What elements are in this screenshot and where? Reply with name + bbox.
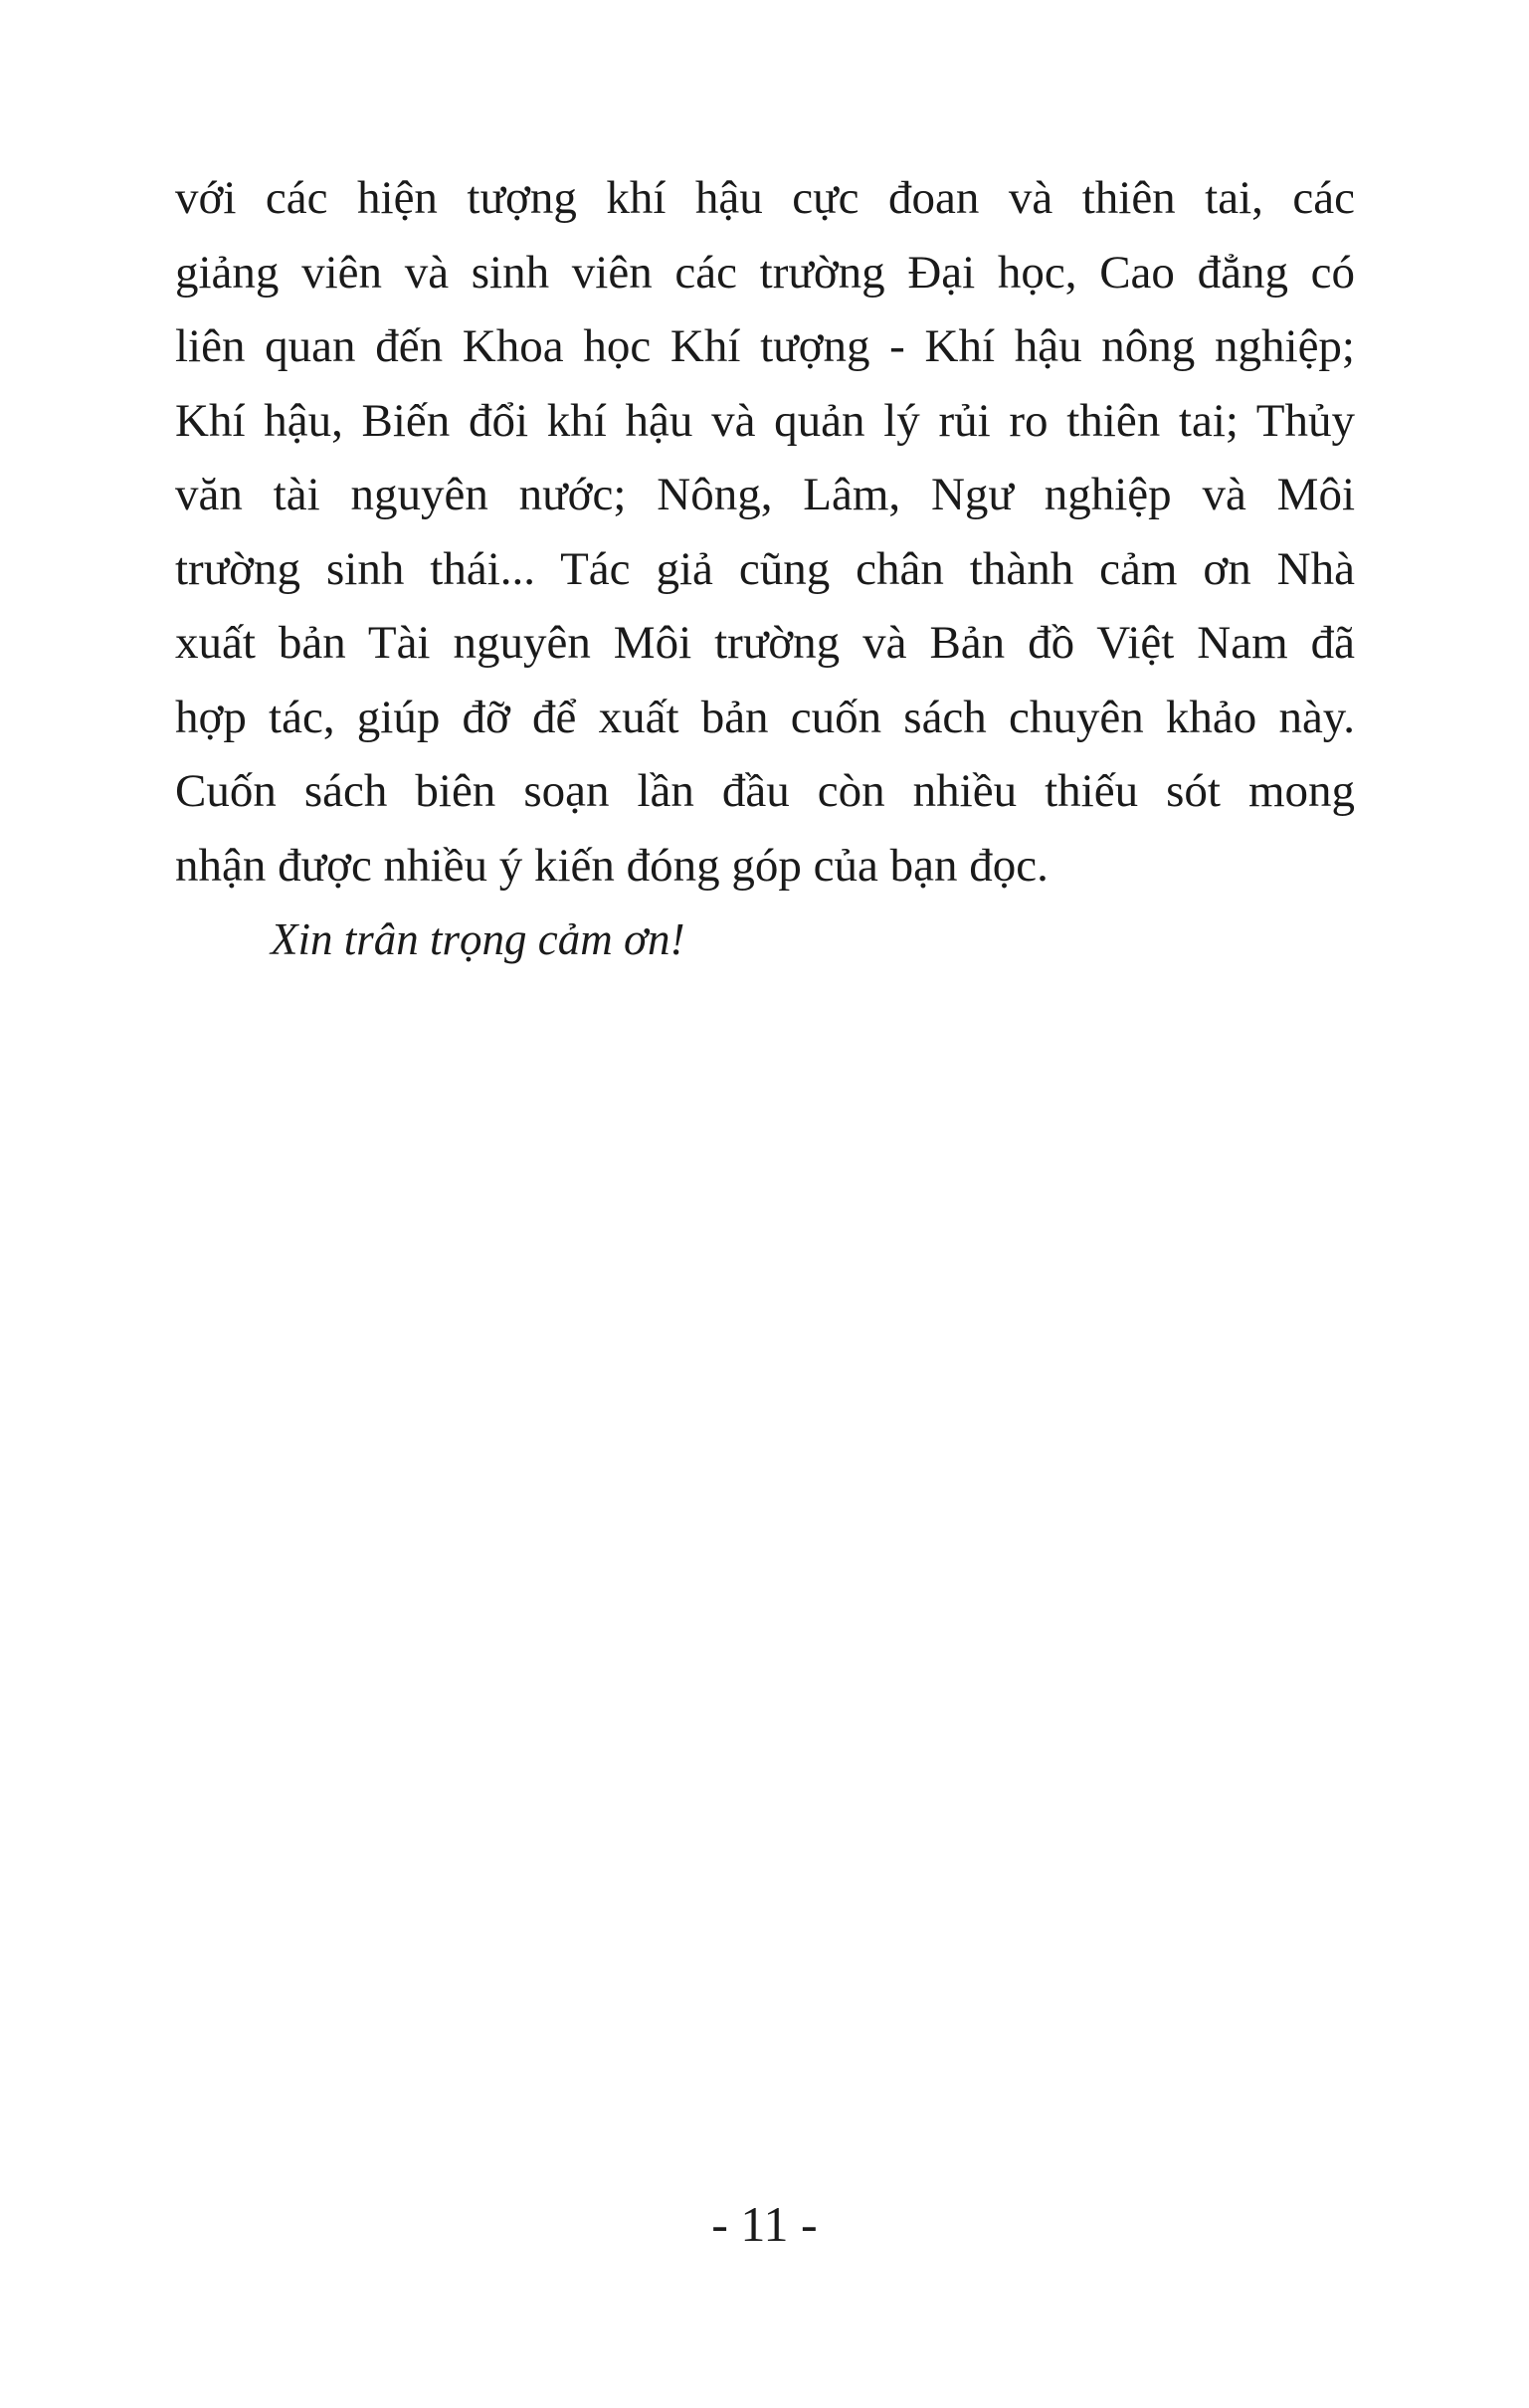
text-line: liên quan đến Khoa học Khí tượng - Khí hậu nông nghiệp; <box>175 320 1355 372</box>
text-line: Khí hậu, Biến đổi khí hậu và quản lý rủi ro thiên tai; Thủy <box>175 394 1355 447</box>
text-line: Cuốn sách biên soạn lần đầu còn nhiều thiếu sót mong <box>175 765 1355 817</box>
text-line: văn tài nguyên nước; Nông, Lâm, Ngư nghiệp và Môi <box>175 469 1355 520</box>
body-paragraph <box>175 161 1355 977</box>
text-line: hợp tác, giúp đỡ để xuất bản cuốn sách chuyên khảo này. <box>175 691 1355 743</box>
page-number: - 11 - <box>711 2196 818 2252</box>
text-line: trường sinh thái... Tác giả cũng chân thành cảm ơn Nhà <box>175 542 1355 595</box>
text-line: với các hiện tượng khí hậu cực đoan và thiên tai, các <box>175 172 1355 224</box>
text-line: nhận được nhiều ý kiến đóng góp của bạn đọc. <box>175 839 1049 892</box>
closing-remark: Xin trân trọng cảm ơn! <box>271 914 685 964</box>
text-line: xuất bản Tài nguyên Môi trường và Bản đồ Việt Nam đã <box>175 617 1355 669</box>
text-line: giảng viên và sinh viên các trường Đại học, Cao đẳng có <box>175 246 1355 299</box>
